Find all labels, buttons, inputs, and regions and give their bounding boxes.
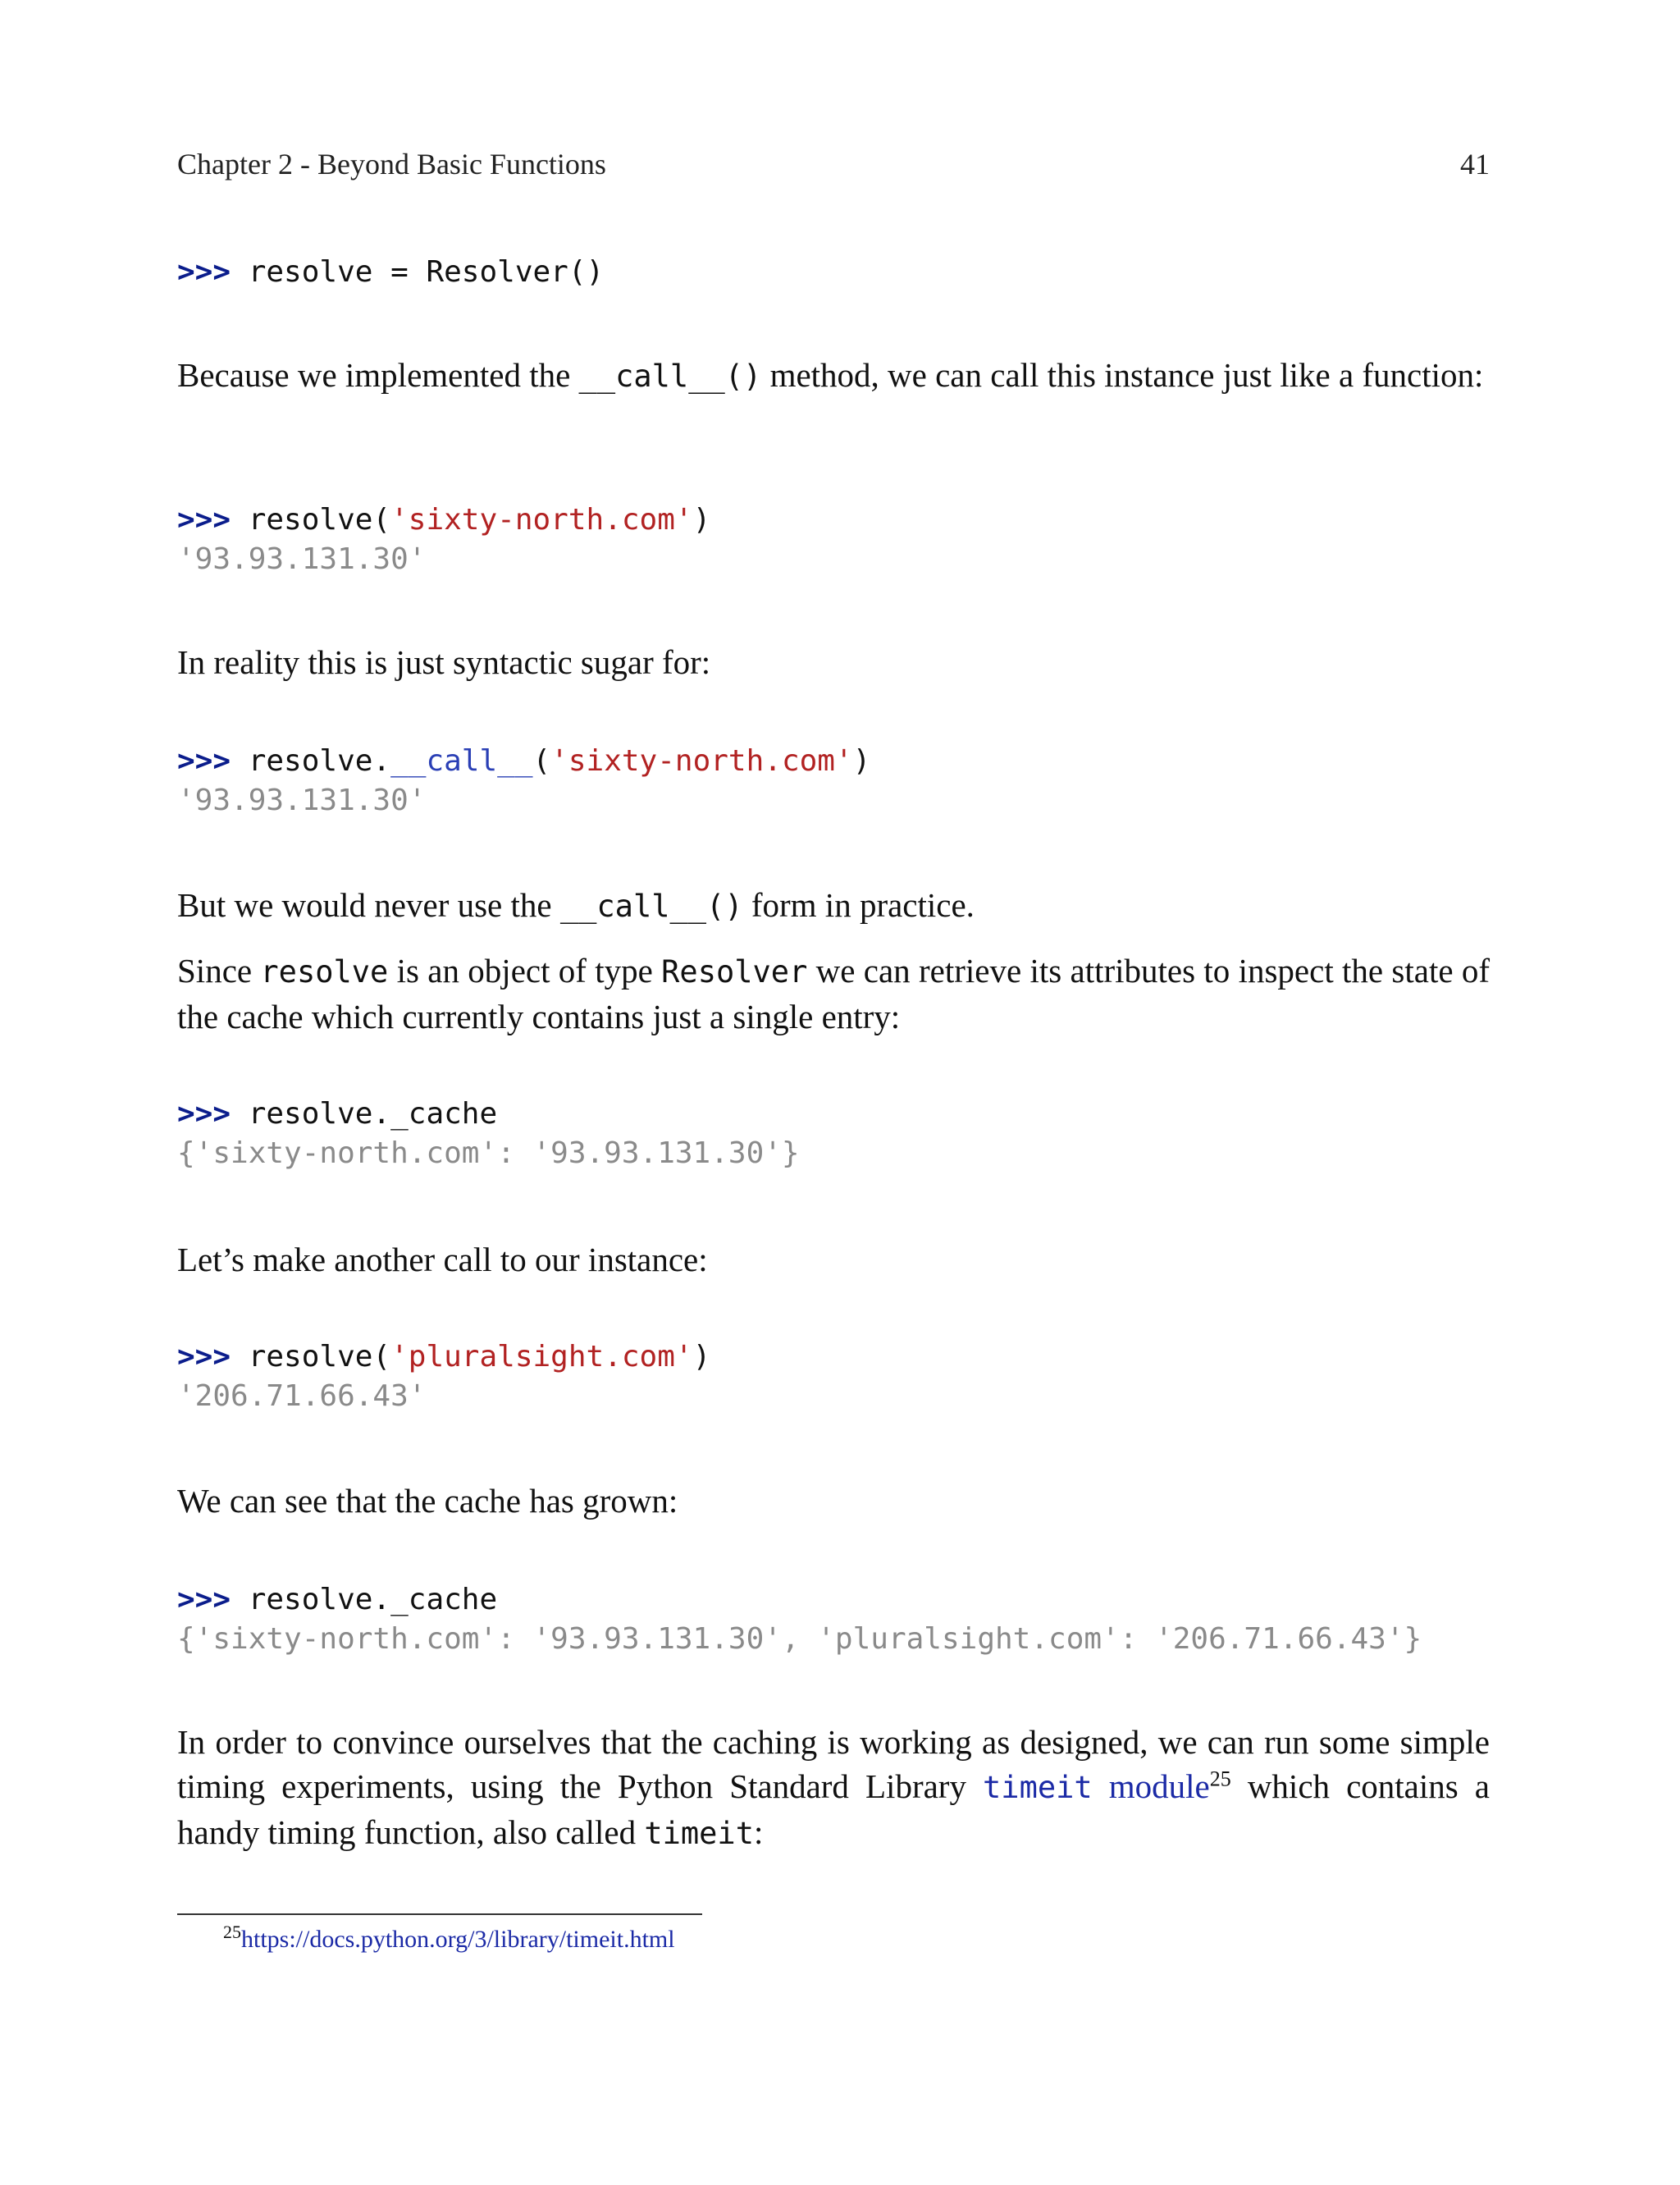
inline-code: resolve bbox=[260, 954, 389, 990]
code-block-resolve-call bbox=[177, 501, 1490, 579]
code-block-dunder-call bbox=[177, 742, 1490, 821]
repl-output: {'sixty-north.com': '93.93.131.30'} bbox=[177, 1136, 800, 1170]
footnote-divider bbox=[177, 1913, 702, 1915]
footnote-number: 25 bbox=[223, 1922, 241, 1942]
text-run: : bbox=[753, 1813, 764, 1851]
link-text[interactable]: module bbox=[1092, 1767, 1210, 1805]
code-text: ) bbox=[692, 503, 711, 537]
repl-prompt: >>> bbox=[177, 1097, 231, 1131]
repl-prompt: >>> bbox=[177, 1340, 231, 1374]
inline-code: __call__() bbox=[559, 889, 743, 924]
timeit-module-link[interactable] bbox=[983, 1767, 1210, 1805]
text-run: Because we implemented the bbox=[177, 356, 579, 394]
text-run: we can retrieve its attributes to inspect the state of the cache which currently contains just a single entry: bbox=[177, 952, 1491, 1035]
code-text: ( bbox=[532, 744, 551, 778]
text-run: form in practice. bbox=[742, 886, 975, 924]
link-code[interactable]: timeit bbox=[983, 1770, 1093, 1805]
inline-code: Resolver bbox=[661, 954, 808, 990]
page-number: 41 bbox=[1460, 148, 1490, 181]
repl-output: '93.93.131.30' bbox=[177, 542, 427, 576]
inline-code: __call__() bbox=[578, 359, 762, 394]
string-literal: 'pluralsight.com' bbox=[390, 1340, 693, 1374]
repl-prompt: >>> bbox=[177, 744, 231, 778]
repl-output: {'sixty-north.com': '93.93.131.30', 'pluralsight.com': '206.71.66.43'} bbox=[177, 1622, 1422, 1656]
running-header bbox=[177, 144, 1490, 184]
paragraph-never-use bbox=[177, 883, 1490, 929]
footnote-ref[interactable]: 25 bbox=[1209, 1767, 1231, 1791]
string-literal: 'sixty-north.com' bbox=[550, 744, 853, 778]
paragraph-inspect-cache bbox=[177, 949, 1490, 1039]
paragraph-syntactic-sugar: In reality this is just syntactic sugar for: bbox=[177, 643, 711, 681]
code-block-resolve-pluralsight bbox=[177, 1337, 1490, 1416]
code-block-cache-two bbox=[177, 1580, 1490, 1659]
text-run: which contains a handy timing function, also called bbox=[177, 1767, 1491, 1851]
code-text: resolve( bbox=[231, 503, 391, 537]
string-literal: 'sixty-north.com' bbox=[390, 503, 693, 537]
code-block-resolver-init bbox=[177, 253, 1490, 292]
paragraph-timing-experiments bbox=[177, 1720, 1490, 1856]
repl-prompt: >>> bbox=[177, 1583, 231, 1616]
book-page bbox=[177, 0, 1490, 2185]
text-run: In order to convince ourselves that the caching is working as designed, we can run some simple timing experiments, using the Python Standard Library bbox=[177, 1723, 1490, 1805]
repl-prompt: >>> bbox=[177, 503, 231, 537]
text-run: is an object of type bbox=[388, 952, 662, 990]
inline-code: timeit bbox=[644, 1816, 754, 1851]
paragraph-cache-grown: We can see that the cache has grown: bbox=[177, 1482, 678, 1520]
code-text: ) bbox=[692, 1340, 711, 1374]
code-text: resolve( bbox=[231, 1340, 391, 1374]
dunder-method: __call__ bbox=[390, 744, 533, 778]
footnote-url-link[interactable]: https://docs.python.org/3/library/timeit.html bbox=[241, 1926, 675, 1953]
code-text: resolve. bbox=[231, 744, 391, 778]
text-run: But we would never use the bbox=[177, 886, 560, 924]
paragraph-another-call: Let’s make another call to our instance: bbox=[177, 1241, 708, 1278]
repl-output: '206.71.66.43' bbox=[177, 1379, 427, 1413]
code-block-cache-single bbox=[177, 1095, 1490, 1173]
code-text: ) bbox=[852, 744, 871, 778]
code-line: resolve = Resolver() bbox=[231, 255, 605, 289]
code-text: resolve._cache bbox=[231, 1097, 498, 1131]
text-run: Since bbox=[177, 952, 261, 990]
repl-output: '93.93.131.30' bbox=[177, 784, 427, 817]
text-run: method, we can call this instance just like a function: bbox=[761, 356, 1484, 394]
chapter-title: Chapter 2 - Beyond Basic Functions bbox=[177, 148, 606, 181]
code-text: resolve._cache bbox=[231, 1583, 498, 1616]
footnote bbox=[223, 1923, 675, 1956]
paragraph-call-method bbox=[177, 353, 1490, 399]
repl-prompt: >>> bbox=[177, 255, 231, 289]
